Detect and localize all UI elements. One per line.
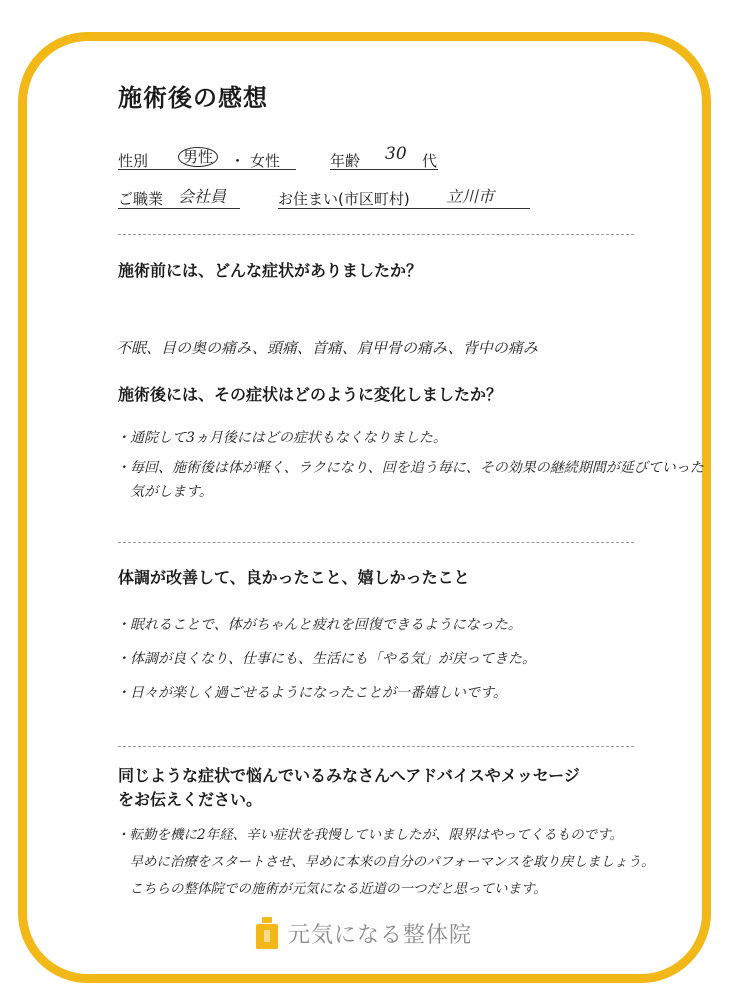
residence-label: お住まい(市区町村) bbox=[278, 190, 410, 208]
answer-line: 早めに治療をスタートさせ、早めに本来の自分のパフォーマンスを取り戻しましょう。 bbox=[116, 854, 655, 870]
job-underline bbox=[118, 208, 240, 209]
question-message-line1: 同じような症状で悩んでいるみなさんへアドバイスやメッセージ bbox=[118, 766, 580, 785]
question-message-line2: をお伝えください。 bbox=[118, 790, 263, 809]
gender-underline bbox=[118, 169, 296, 170]
gender-separator: ・ bbox=[230, 152, 246, 170]
answer-message bbox=[116, 822, 655, 903]
section-divider bbox=[118, 234, 634, 235]
clinic-name: 元気になる整体院 bbox=[288, 922, 473, 948]
gender-male-selected: 男性 bbox=[178, 147, 218, 167]
section-divider bbox=[118, 746, 634, 747]
answer-line: ・毎回、施術後は体が軽く、ラクになり、回を追う毎に、その効果の継続期間が延びていった bbox=[116, 460, 704, 476]
answer-line: 不眠、目の奥の痛み、頭痛、首痛、肩甲骨の痛み、背中の痛み bbox=[116, 339, 538, 357]
residence-value: 立川市 bbox=[446, 187, 495, 206]
answer-symptoms-before bbox=[116, 336, 538, 360]
question-message bbox=[118, 764, 580, 812]
job-label: ご職業 bbox=[118, 190, 164, 208]
answer-symptoms-after bbox=[116, 426, 704, 504]
answer-line: ・日々が楽しく過ごせるようになったことが一番嬉しいです。 bbox=[116, 685, 507, 701]
question-symptoms-after: 施術後には、その症状はどのように変化しましたか？ bbox=[118, 385, 503, 404]
answer-line: ・転勤を機に2年経、辛い症状を我慢していましたが、限界はやってくるものです。 bbox=[116, 827, 624, 843]
footer-logo bbox=[252, 915, 472, 951]
answer-line: 気がします。 bbox=[116, 484, 213, 500]
answer-line: ・体調が良くなり、仕事にも、生活にも「やる気」が戻ってきた。 bbox=[116, 651, 536, 667]
answer-line: ・眠れることで、体がちゃんと疲れを回復できるようになった。 bbox=[116, 617, 522, 633]
age-underline bbox=[330, 169, 438, 170]
question-good-things: 体調が改善して、良かったこと、嬉しかったこと bbox=[118, 568, 470, 587]
question-symptoms-before: 施術前には、どんな症状がありましたか？ bbox=[118, 261, 423, 280]
gender-label: 性別 bbox=[118, 152, 149, 170]
age-value: 30 bbox=[385, 144, 407, 164]
answer-good-things bbox=[116, 608, 536, 710]
section-divider bbox=[118, 542, 634, 543]
clinic-logo-icon bbox=[252, 915, 282, 951]
gender-male-option bbox=[178, 147, 218, 167]
answer-line: こちらの整体院での施術が元気になる近道の一つだと思っています。 bbox=[116, 881, 547, 897]
residence-underline bbox=[278, 208, 530, 209]
age-label: 年齢 bbox=[330, 152, 361, 170]
page-title: 施術後の感想 bbox=[118, 84, 268, 112]
age-unit: 代 bbox=[422, 152, 438, 170]
job-value: 会社員 bbox=[178, 187, 227, 206]
answer-line: ・通院して3ヵ月後にはどの症状もなくなりました。 bbox=[116, 430, 447, 446]
gender-female-option: 女性 bbox=[250, 152, 281, 170]
